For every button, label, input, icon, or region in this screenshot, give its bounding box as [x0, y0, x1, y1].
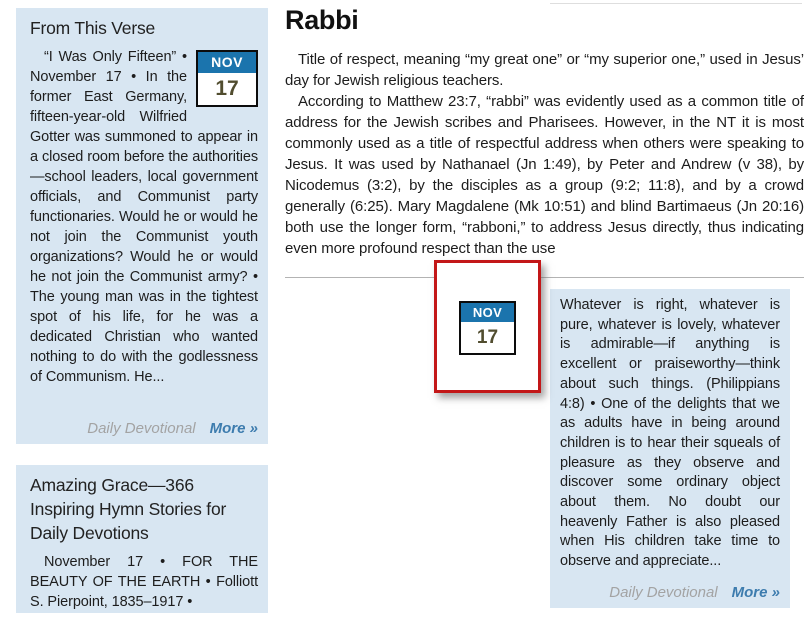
- devotional-excerpt: “I Was Only Fifteen” • November 17 • In the former East Germany, fifteen-year-old Wilfried Gotter was summoned to appear in a closed room before the authorities—school leaders, local government officials, and Communist party functionaries. Would he or would he not join the Communist youth organizations? Would he or would he not join the Communist army? • The young man was in the tightest spot of his life, for he was a dedicated Christian who wanted nothing to do with the godlessness of Communism. He...: [30, 49, 258, 385]
- more-link[interactable]: More »: [731, 584, 780, 601]
- article-title: Rabbi: [285, 5, 359, 35]
- panel-footer: [609, 584, 780, 601]
- highlighted-calendar-card[interactable]: [434, 260, 541, 393]
- panel-footer: [87, 420, 258, 437]
- section-divider: [285, 277, 804, 278]
- article-paragraph-2: According to Matthew 23:7, “rabbi” was evidently used as a common title of address for the Jewish scribes and Pharisees. However, in the NT it is most commonly used as a title of respectful address when others were speaking to Jesus. It was used by Nathanael (Jn 1:49), by Peter and Andrew (v 38), by Nicodemus (3:2), by the disciples as a group (9:2; 11:8), and by a crowd generally (6:25). Mary Magdalene (Mk 10:51) and blind Bartimaeus (Jn 20:16) both use the longer form, “rabboni,” to address Jesus directly, thus indicating even more profound respect than the use: [285, 93, 804, 257]
- source-label: Daily Devotional: [87, 420, 196, 437]
- hymn-stories-excerpt: November 17 • FOR THE BEAUTY OF THE EARTH • Folliott S. Pierpoint, 1835–1917 •: [30, 554, 258, 610]
- devotional-panel: [550, 289, 790, 608]
- hymn-stories-title: Amazing Grace—366 Inspiring Hymn Stories for Daily Devotions: [30, 475, 227, 543]
- article-paragraph-1: Title of respect, meaning “my great one” or “my superior one,” used in Jesus’ day for Jewish religious teachers.: [285, 51, 804, 89]
- calendar-month-label: NOV: [461, 303, 514, 322]
- calendar-month-label: NOV: [198, 52, 256, 73]
- more-link[interactable]: More »: [209, 420, 258, 437]
- from-this-verse-body-wrap: [30, 47, 258, 387]
- from-this-verse-title: From This Verse: [30, 18, 156, 38]
- from-this-verse-panel: [16, 8, 268, 444]
- source-label: Daily Devotional: [609, 584, 718, 601]
- article: [285, 4, 804, 259]
- calendar-icon: [196, 50, 258, 107]
- calendar-day-label: 17: [215, 77, 239, 100]
- devotional-excerpt: Whatever is right, whatever is pure, whatever is lovely, whatever is admirable—if anything is excellent or praiseworthy—think about such things. (Philippians 4:8) • One of the delights that we as adults have in being around children is to hear their squeals of pleasure as they observe and discover some ordinary object about them. No doubt our heavenly Father is also pleased when His children take time to observe and appreciate...: [560, 297, 780, 570]
- calendar-icon: [459, 301, 516, 355]
- hymn-stories-panel: [16, 465, 268, 613]
- calendar-day-label: 17: [476, 326, 499, 348]
